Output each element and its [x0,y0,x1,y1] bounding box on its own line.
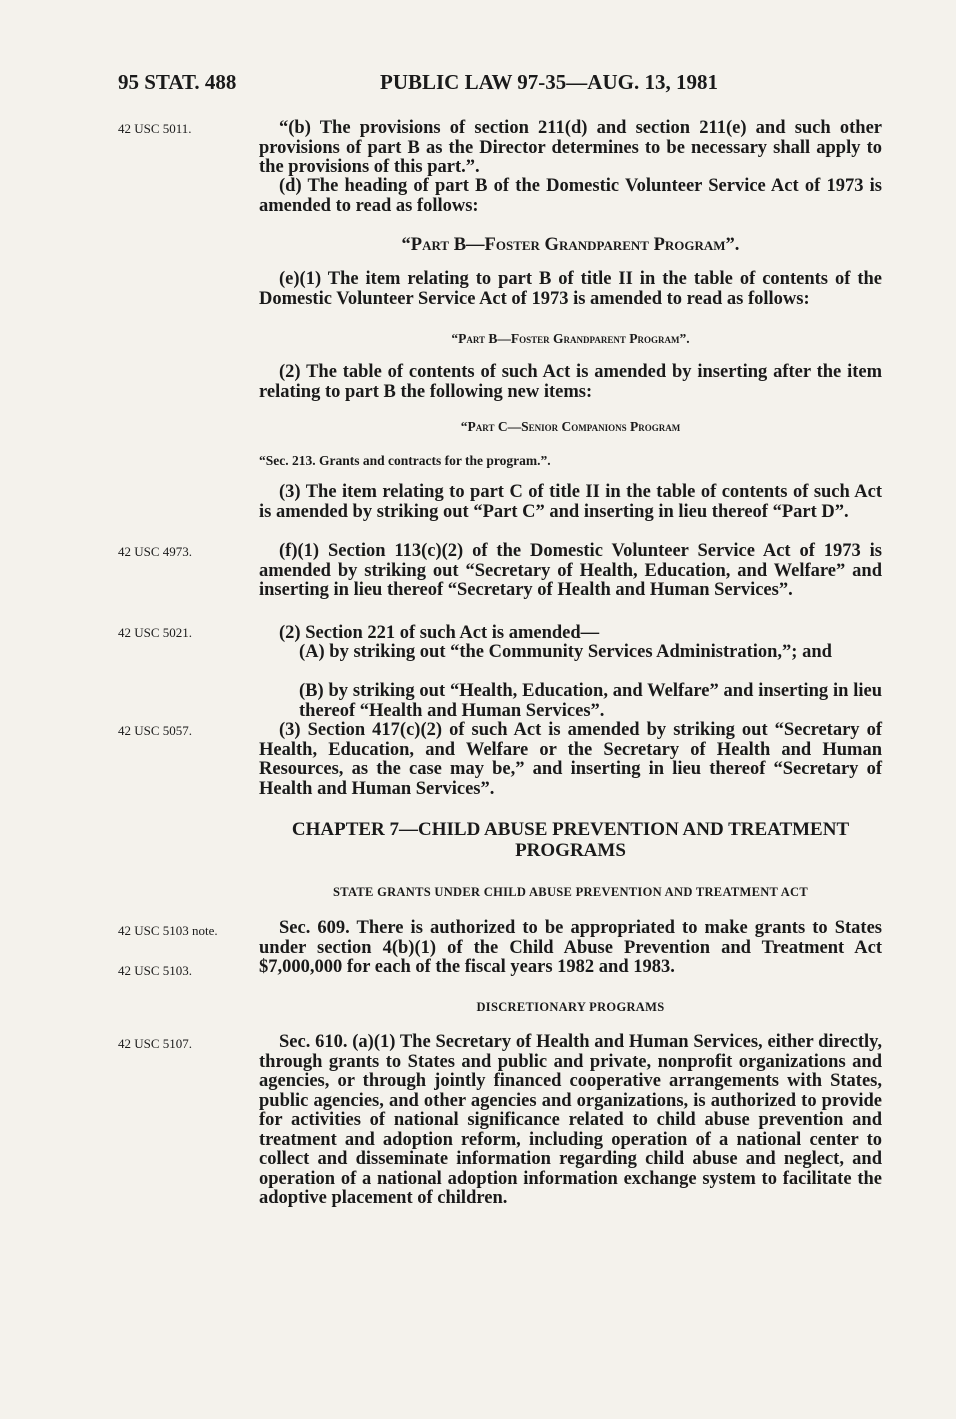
statute-citation: 95 STAT. 488 [118,70,237,94]
paragraph: “(b) The provisions of section 211(d) and section 211(e) and such other provisions of part B as the Director determines to be necessary shall apply to the provisions of this part.”. [259,118,882,177]
paragraph: (B) by striking out “Health, Education, and Welfare” and inserting in lieu thereof “Health and Human Services”. [299,681,882,721]
paragraph: Sec. 610. (a)(1) The Secretary of Health and Human Services, either directly, through grants to States and public and private, nonprofit organizations and agencies, or through jointly financed cooperative arrangements with States, public agencies, and other agencies and organizations, is authorized to provide for activities of national significance related to child abuse prevention and treatment and adoption reform, including operation of a national center to collect and disseminate information regarding child abuse and neglect, and operation of a national adoption information exchange system to facilitate the adoptive placement of children. [259,1032,882,1208]
paragraph: (3) The item relating to part C of title II in the table of contents of such Act is amended by striking out “Part C” and inserting in lieu thereof “Part D”. [259,482,882,522]
section-subheading: STATE GRANTS UNDER CHILD ABUSE PREVENTION AND TREATMENT ACT [333,885,808,899]
margin-note: 42 USC 5103. [118,963,193,978]
paragraph: (e)(1) The item relating to part B of title II in the table of contents of the Domestic Volunteer Service Act of 1973 is amended to read as follows: [259,269,882,309]
margin-note: 42 USC 4973. [118,544,193,559]
chapter-title: CHAPTER 7—CHILD ABUSE PREVENTION AND TREATMENT PROGRAMS [291,819,850,861]
section-subheading: DISCRETIONARY PROGRAMS [476,1000,665,1014]
paragraph: (d) The heading of part B of the Domestic Volunteer Service Act of 1973 is amended to read as follows: [259,176,882,216]
margin-note: 42 USC 5057. [118,723,193,738]
toc-entry: “Part C—Senior Companions Program [460,419,681,434]
paragraph: (2) Section 221 of such Act is amended— [279,623,600,643]
margin-note: 42 USC 5011. [118,121,192,136]
part-heading: “Part B—Foster Grandparent Program”. [401,235,740,255]
page-header [118,70,876,100]
public-law-title: PUBLIC LAW 97-35—AUG. 13, 1981 [380,70,718,94]
margin-note: 42 USC 5107. [118,1036,193,1051]
paragraph: (f)(1) Section 113(c)(2) of the Domestic Volunteer Service Act of 1973 is amended by striking out “Secretary of Health, Education, and Welfare” and inserting in lieu thereof “Secretary of Health and Human Services”. [259,541,882,600]
margin-note: 42 USC 5021. [118,625,193,640]
paragraph: (2) The table of contents of such Act is amended by inserting after the item relating to part B the following new items: [259,362,882,402]
paragraph: (3) Section 417(c)(2) of such Act is amended by striking out “Secretary of Health, Education, and Welfare or the Secretary of Health and Human Resources, as the case may be,” and inserting in lieu thereof “Secretary of Health and Human Services”. [259,720,882,799]
margin-note: 42 USC 5103 note. [118,923,218,938]
paragraph: Sec. 609. There is authorized to be appropriated to make grants to States under section 4(b)(1) of the Child Abuse Prevention and Treatment Act $7,000,000 for each of the fiscal years 1982 and 1983. [259,918,882,977]
paragraph: (A) by striking out “the Community Services Administration,”; and [299,642,832,662]
toc-entry: “Sec. 213. Grants and contracts for the program.”. [259,453,551,468]
toc-entry: “Part B—Foster Grandparent Program”. [451,331,690,346]
